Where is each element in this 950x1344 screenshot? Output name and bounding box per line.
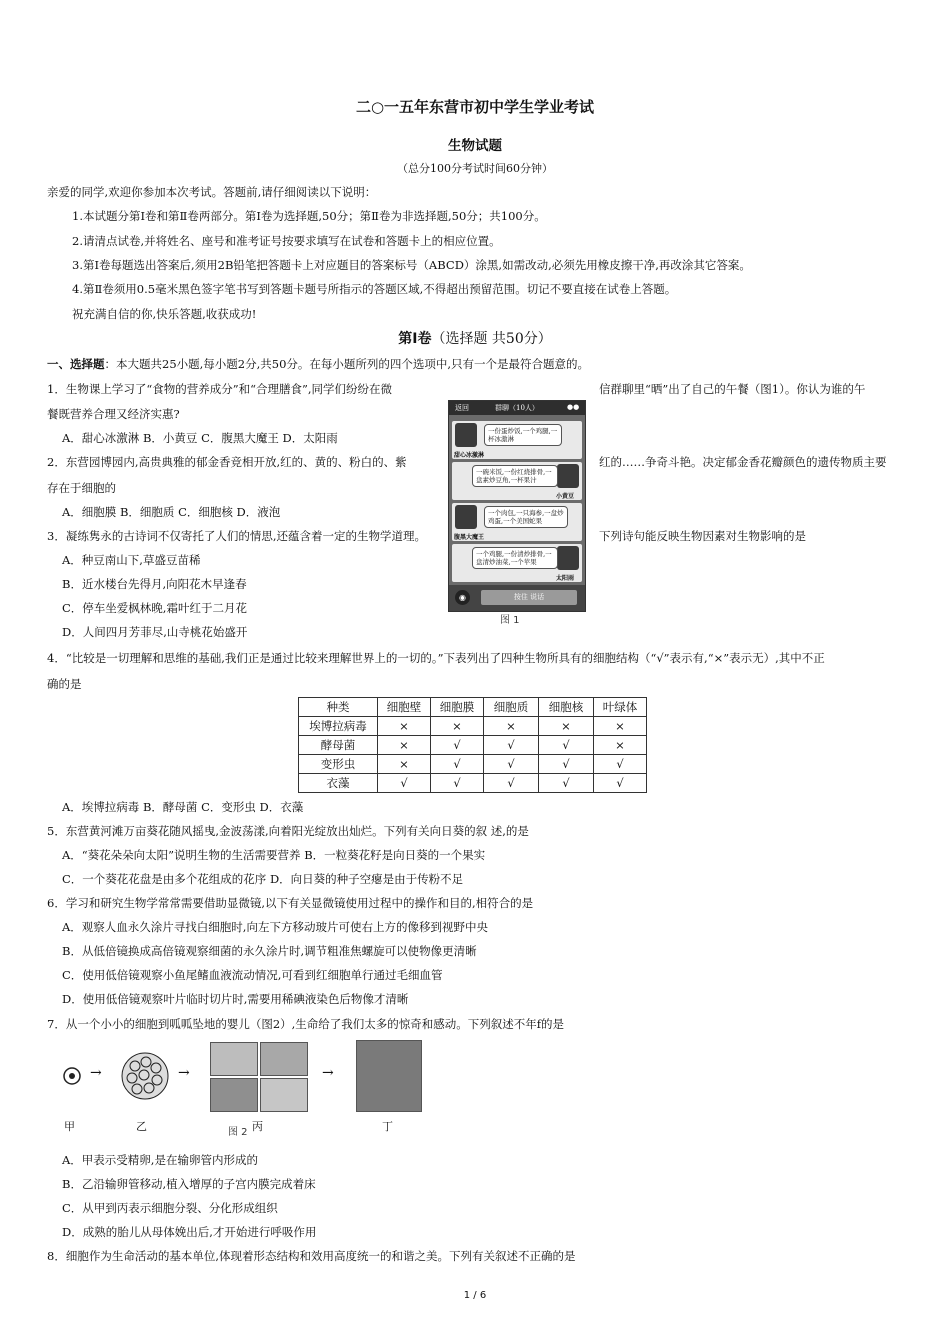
table-cell: √ bbox=[594, 755, 647, 774]
avatar bbox=[455, 505, 477, 529]
chat-bubble: 一个肉包,一只海参,一盘炒鸡蛋,一个美国蛇果 bbox=[484, 506, 568, 528]
baby-image bbox=[356, 1040, 422, 1112]
table-cell: × bbox=[378, 736, 431, 755]
q4-options: A．埃博拉病毒 B．酵母菌 C．变形虫 D．衣藻 bbox=[62, 800, 304, 814]
q1-options: A．甜心冰激淋 B．小黄豆 C．腹黑大魔王 D．太阳雨 bbox=[62, 431, 338, 445]
part-intro-rest: ：本大题共25小题,每小题2分,共50分。在每小题所列的四个选项中,只有一个是最符合题意的。 bbox=[104, 357, 590, 371]
table-cell: √ bbox=[484, 755, 539, 774]
table-cell: √ bbox=[431, 774, 484, 793]
table-cell: × bbox=[431, 717, 484, 736]
q5-stem: 5．东营黄河滩万亩葵花随风摇曳,金波荡漾,向着阳光绽放出灿烂。下列有关向日葵的叙 述,的是 bbox=[47, 824, 529, 838]
q7-option-d: D．成熟的胎儿从母体娩出后,才开始进行呼吸作用 bbox=[62, 1225, 317, 1239]
q3-option-a: A．种豆南山下,草盛豆苗稀 bbox=[62, 553, 201, 567]
chat-name: 甜心冰激淋 bbox=[454, 452, 485, 459]
q3-option-b: B．近水楼台先得月,向阳花木早逢春 bbox=[62, 577, 247, 591]
stage-label: 甲 bbox=[64, 1120, 75, 1133]
table-cell: 衣藻 bbox=[299, 774, 378, 793]
table-header: 细胞核 bbox=[539, 698, 594, 717]
greeting: 亲爱的同学,欢迎你参加本次考试。答题前,请仔细阅读以下说明： bbox=[47, 185, 377, 199]
tissue-image bbox=[210, 1042, 258, 1076]
q7-stem: 7．从一个小小的细胞到呱呱坠地的婴儿（图2）,生命给了我们太多的惊奇和感动。下列叙述不年f的是 bbox=[47, 1017, 565, 1031]
chat-topbar bbox=[449, 401, 585, 415]
q4-stem-b: 确的是 bbox=[47, 677, 82, 691]
chat-input-bar bbox=[449, 585, 585, 611]
closing-line: 祝充满自信的你,快乐答题,收获成功! bbox=[72, 307, 257, 321]
tissue-image bbox=[260, 1078, 308, 1112]
table-cell: √ bbox=[484, 736, 539, 755]
table-cell: 埃博拉病毒 bbox=[299, 717, 378, 736]
zygote-icon bbox=[62, 1066, 82, 1086]
q1-stem-b: 信群聊里“晒”出了自己的午餐（图1）。你认为谁的午 bbox=[599, 382, 866, 396]
instruction-item: 3.第Ⅰ卷每题选出答案后,须用2B铅笔把答题卡上对应题目的答案标号（ABCD）涂黑,如需改动,必须先用橡皮擦干净,再改涂其它答案。 bbox=[72, 258, 751, 272]
chat-message bbox=[452, 544, 582, 582]
avatar bbox=[557, 464, 579, 488]
tissue-image bbox=[260, 1042, 308, 1076]
hold-to-talk-button: 按住 说话 bbox=[481, 590, 577, 605]
q1-stem-c: 餐既营养合理又经济实惠? bbox=[47, 407, 180, 421]
table-cell: √ bbox=[431, 736, 484, 755]
arrow-icon: → bbox=[90, 1065, 102, 1081]
q4-stem-a: 4．“比较是一切理解和思维的基础,我们正是通过比较来理解世界上的一切的。”下表列出了四种生物所具有的细胞结构（“√”表示有,“×”表示无）,其中不正 bbox=[47, 651, 825, 665]
q6-stem: 6．学习和研究生物学常常需要借助显微镜,以下有关显微镜使用过程中的操作和目的,相符合的是 bbox=[47, 896, 534, 910]
table-cell: √ bbox=[378, 774, 431, 793]
arrow-icon: → bbox=[322, 1065, 334, 1081]
stage-label: 丁 bbox=[382, 1120, 393, 1133]
table-header: 细胞壁 bbox=[378, 698, 431, 717]
instruction-item: 2.请清点试卷,并将姓名、座号和准考证号按要求填写在试卷和答题卡上的相应位置。 bbox=[72, 234, 501, 248]
table-header: 种类 bbox=[299, 698, 378, 717]
q6-option-c: C．使用低倍镜观察小鱼尾鳍血液流动情况,可看到红细胞单行通过毛细血管 bbox=[62, 968, 443, 982]
microphone-icon: ◉ bbox=[455, 590, 470, 605]
table-header-row bbox=[299, 698, 647, 717]
q6-option-b: B．从低倍镜换成高倍镜观察细菌的永久涂片时,调节粗准焦螺旋可以使物像更清晰 bbox=[62, 944, 477, 958]
q2-stem-a: 2．东营园博园内,高贵典雅的郁金香竞相开放,红的、黄的、粉白的、紫 bbox=[47, 455, 407, 469]
table-cell: × bbox=[594, 717, 647, 736]
exam-title: 二○一五年东营市初中学生学业考试 bbox=[355, 98, 595, 116]
q1-stem-a: 1．生物课上学习了“食物的营养成分”和“合理膳食”,同学们纷纷在微 bbox=[47, 382, 392, 396]
stage-label: 丙 bbox=[252, 1120, 263, 1133]
figure-1-chat bbox=[448, 400, 586, 612]
q7-option-a: A．甲表示受精卵,是在输卵管内形成的 bbox=[62, 1153, 258, 1167]
q3-stem-a: 3．凝练隽永的古诗词不仅寄托了人们的情思,还蕴含着一定的生物学道理。 bbox=[47, 529, 426, 543]
q3-option-d: D．人间四月芳菲尽,山寺桃花始盛开 bbox=[62, 625, 248, 639]
table-cell: × bbox=[484, 717, 539, 736]
table-cell: √ bbox=[431, 755, 484, 774]
figure-2-development bbox=[60, 1036, 430, 1136]
q7-option-b: B．乙沿输卵管移动,植入增厚的子宫内膜完成着床 bbox=[62, 1177, 316, 1191]
table-row bbox=[299, 717, 647, 736]
table-row bbox=[299, 755, 647, 774]
tissue-image bbox=[210, 1078, 258, 1112]
table-header: 细胞膜 bbox=[431, 698, 484, 717]
avatar bbox=[455, 423, 477, 447]
morula-icon bbox=[120, 1051, 170, 1101]
q8-stem: 8．细胞作为生命活动的基本单位,体现着形态结构和效用高度统一的和谐之美。下列有关叙述不正确的是 bbox=[47, 1249, 576, 1263]
table-cell: × bbox=[539, 717, 594, 736]
section-title bbox=[0, 328, 950, 348]
chat-name: 腹黑大魔王 bbox=[454, 534, 485, 541]
instruction-item: 1.本试题分第Ⅰ卷和第Ⅱ卷两部分。第Ⅰ卷为选择题,50分；第Ⅱ卷为非选择题,50分；共100分。 bbox=[72, 209, 546, 223]
table-cell: × bbox=[378, 717, 431, 736]
subject-title: 生物试题 bbox=[448, 138, 502, 154]
q7-option-c: C．从甲到丙表示细胞分裂、分化形成组织 bbox=[62, 1201, 278, 1215]
chat-name: 小黄豆 bbox=[556, 493, 575, 500]
back-label: 返回 bbox=[455, 404, 469, 412]
part-intro bbox=[47, 356, 589, 372]
chat-name: 太阳雨 bbox=[556, 575, 575, 582]
group-icon: ●● bbox=[567, 403, 580, 411]
group-label: 群聊（10人） bbox=[495, 404, 539, 412]
table-row bbox=[299, 774, 647, 793]
table-cell: 酵母菌 bbox=[299, 736, 378, 755]
q2-stem-c: 存在于细胞的 bbox=[47, 481, 116, 495]
chat-message bbox=[452, 462, 582, 500]
table-cell: √ bbox=[539, 755, 594, 774]
instruction-item: 4.第Ⅱ卷须用0.5毫米黑色签字笔书写到答题卡题号所指示的答题区域,不得超出预留范围。切记不要直接在试卷上答题。 bbox=[72, 282, 677, 296]
figure-1-caption: 图 1 bbox=[500, 615, 520, 626]
part-intro-bold: 一、选择题 bbox=[47, 357, 105, 371]
table-cell: √ bbox=[539, 774, 594, 793]
arrow-icon: → bbox=[178, 1065, 190, 1081]
avatar bbox=[557, 546, 579, 570]
q3-option-c: C．停车坐爱枫林晚,霜叶红于二月花 bbox=[62, 601, 247, 615]
table-cell: √ bbox=[484, 774, 539, 793]
chat-bubble: 一份蛋炒饭,一个鸡腿,一杯冰激淋 bbox=[484, 424, 562, 446]
cell-structure-table bbox=[298, 697, 647, 793]
page-number: 1 / 6 bbox=[463, 1290, 487, 1301]
q3-stem-b: 下列诗句能反映生物因素对生物影响的是 bbox=[599, 529, 806, 543]
q5-options-ab: A．“葵花朵朵向太阳”说明生物的生活需要营养 B．一粒葵花籽是向日葵的一个果实 bbox=[62, 848, 486, 862]
table-cell: × bbox=[378, 755, 431, 774]
chat-bubble: 一碗米饭,一份红烧排骨,一盘素炒豆角,一杯果汁 bbox=[472, 465, 558, 487]
section-title-rest: （选择题 共50分） bbox=[431, 331, 552, 347]
stage-label: 乙 bbox=[136, 1120, 147, 1133]
q5-options-cd: C．一个葵花花盘是由多个花组成的花序 D．向日葵的种子空瘪是由于传粉不足 bbox=[62, 872, 464, 886]
figure-2-caption: 图 2 bbox=[228, 1127, 248, 1138]
q2-options: A．细胞膜 B．细胞质 C．细胞核 D．液泡 bbox=[62, 505, 281, 519]
exam-meta: （总分100分考试时间60分钟） bbox=[397, 162, 553, 175]
table-cell: √ bbox=[594, 774, 647, 793]
q6-option-d: D．使用低倍镜观察叶片临时切片时,需要用稀碘液染色后物像才清晰 bbox=[62, 992, 409, 1006]
table-cell: 变形虫 bbox=[299, 755, 378, 774]
table-header: 叶绿体 bbox=[594, 698, 647, 717]
q2-stem-b: 红的……争奇斗艳。决定郁金香花瓣颜色的遗传物质主要 bbox=[599, 455, 887, 469]
q6-option-a: A．观察人血永久涂片寻找白细胞时,向左下方移动玻片可使右上方的像移到视野中央 bbox=[62, 920, 488, 934]
chat-bubble: 一个鸡腿,一份清炒排骨,一盘清炒油菜,一个苹果 bbox=[472, 547, 558, 569]
chat-message bbox=[452, 503, 582, 541]
table-row bbox=[299, 736, 647, 755]
table-header: 细胞质 bbox=[484, 698, 539, 717]
table-cell: × bbox=[594, 736, 647, 755]
section-title-bold: 第Ⅰ卷 bbox=[398, 331, 432, 347]
chat-message bbox=[452, 421, 582, 459]
table-cell: √ bbox=[539, 736, 594, 755]
